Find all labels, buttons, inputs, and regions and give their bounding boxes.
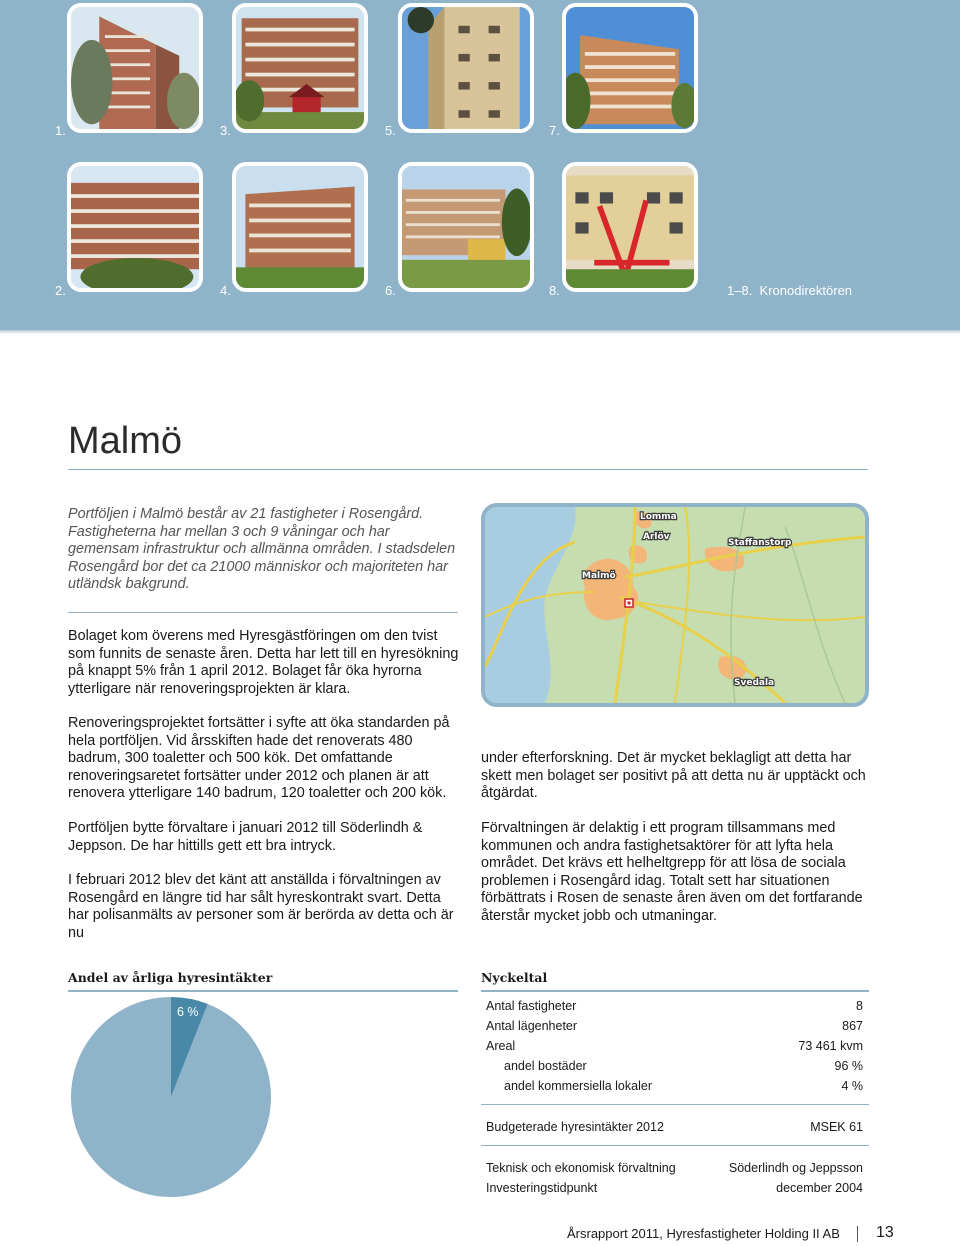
chart-title-rule <box>68 990 458 992</box>
pie-chart <box>68 994 274 1200</box>
paragraph-investigation: under efterforskning. Det är mycket beklagligt att detta har skett men bolaget ser positivt på att detta nu är upptäckt och åtgärdat. <box>481 750 866 802</box>
keyfigure-row <box>481 1158 869 1178</box>
pie-slice-label: 6 % <box>177 1005 199 1019</box>
caption-5: 5. <box>385 123 396 138</box>
keyfigure-value: 4 % <box>841 1079 863 1093</box>
photo-4 <box>232 162 368 292</box>
keyfigure-label: Budgeterade hyresintäkter 2012 <box>486 1120 664 1134</box>
paragraph-rent-agreement: Bolaget kom överens med Hyresgästföringen om den tvist som funnits de senaste åren. Detta har lett till en hyresökning på knappt 5% från 1 april 2012. Bolaget får öka hyrorna ytterligare när renoveringsprojekten är klara. <box>68 628 459 697</box>
photo-1 <box>67 3 203 133</box>
caption-8: 8. <box>549 283 560 298</box>
keyfigure-value: Söderlindh og Jeppsson <box>728 1161 863 1175</box>
photo-2 <box>67 162 203 292</box>
caption-6: 6. <box>385 283 396 298</box>
photo-credit: 1–8. Kronodirektören <box>727 283 853 298</box>
page-title: Malmö <box>68 420 183 462</box>
photo-7 <box>562 3 698 133</box>
keyfigure-label: Antal fastigheter <box>486 999 577 1013</box>
keyfigures-title: Nyckeltal <box>481 970 548 985</box>
band-shadow <box>0 330 960 334</box>
footer-text: Årsrapport 2011, Hyresfastigheter Holding II AB <box>567 1226 840 1241</box>
map-label-arlov: Arlöv <box>643 532 670 542</box>
keyfigure-value: december 2004 <box>776 1181 863 1195</box>
keyfigure-row <box>481 1178 869 1198</box>
keyfigure-row <box>481 1117 869 1137</box>
map-label-svedala: Svedala <box>734 678 775 688</box>
photo-6 <box>398 162 534 292</box>
keyfigure-value: 867 <box>842 1019 863 1033</box>
keyfigure-value: 73 461 kvm <box>798 1039 863 1053</box>
map-label-lomma: Lomma <box>640 512 677 522</box>
keyfigure-label: andel kommersiella lokaler <box>504 1079 652 1093</box>
caption-7: 7. <box>549 123 560 138</box>
photo-3 <box>232 3 368 133</box>
keyfigure-value: 96 % <box>834 1059 863 1073</box>
intro-text: Portföljen i Malmö består av 21 fastigheter i Rosengård. Fastigheterna har mellan 3 och 9 våningar och har gemensam infrastruktur och allmänna områden. I stadsdelen Rosengård bor det ca 21000 människor och majoriteten har utländsk bakgrund. <box>68 506 456 593</box>
paragraph-renovation: Renoveringsprojektet fortsätter i syfte att öka standarden på hela portföljen. Vid årsskiften hade det renoverats 480 badrum, 300 toaletter och 500 kök. Det omfattande renoveringsaretet fortsätter under 2012 och planen är att renovera ytterligare 140 badrum, 120 toaletter och 200 kök. <box>68 715 450 802</box>
keyfigure-label: Antal lägenheter <box>486 1019 578 1033</box>
paragraph-program: Förvaltningen är delaktig i ett program tillsammans med kommunen och andra fastighetsaktörer för att lyfta hela området. Det krävs ett helheltgrepp för att lösa de sociala problemen i Rosengård idag. Totalt sett har situationen förbättrats i Rosen de senaste åren även om det fortfarande återstår mycket jobb och utmaningar. <box>481 820 863 924</box>
caption-3: 3. <box>220 123 231 138</box>
paragraph-fraud: I februari 2012 blev det känt att anställda i förvaltningen av Rosengård en längre tid har sålt hyreskontrakt svart. Detta har polisanmälts av personer som är berörda av detta och är nu <box>68 872 454 941</box>
intro-rule <box>68 612 458 613</box>
keyfigure-value: MSEK 61 <box>810 1120 863 1134</box>
page-number: 13 <box>876 1224 894 1241</box>
keyfigure-row <box>481 1016 869 1036</box>
paragraph-manager: Portföljen bytte förvaltare i januari 2012 till Söderlindh & Jeppson. De har hittills gett ett bra intryck. <box>68 820 423 854</box>
chart-title: Andel av årliga hyresintäkter <box>68 970 273 985</box>
footer-separator <box>857 1226 858 1242</box>
keyfigure-label: Areal <box>486 1039 516 1053</box>
keyfigure-row <box>481 1056 869 1076</box>
pie-slice <box>71 997 271 1197</box>
map-label-malmo: Malmö <box>582 571 616 581</box>
caption-2: 2. <box>55 283 66 298</box>
map-label-staffanstorp: Staffanstorp <box>728 538 792 548</box>
photo-8 <box>562 162 698 292</box>
caption-1: 1. <box>55 123 66 138</box>
location-map <box>481 503 869 707</box>
keyfigure-label: Investeringstidpunkt <box>486 1181 598 1195</box>
keyfigure-row <box>481 1036 869 1056</box>
keyfigures-table <box>481 990 869 1198</box>
keyfigure-label: andel bostäder <box>504 1059 587 1073</box>
title-rule <box>68 469 868 470</box>
keyfigure-row <box>481 1076 869 1096</box>
keyfigure-label: Teknisk och ekonomisk förvaltning <box>486 1161 676 1175</box>
keyfigure-value: 8 <box>856 999 863 1013</box>
photo-5 <box>398 3 534 133</box>
keyfigure-row <box>481 996 869 1016</box>
caption-4: 4. <box>220 283 231 298</box>
